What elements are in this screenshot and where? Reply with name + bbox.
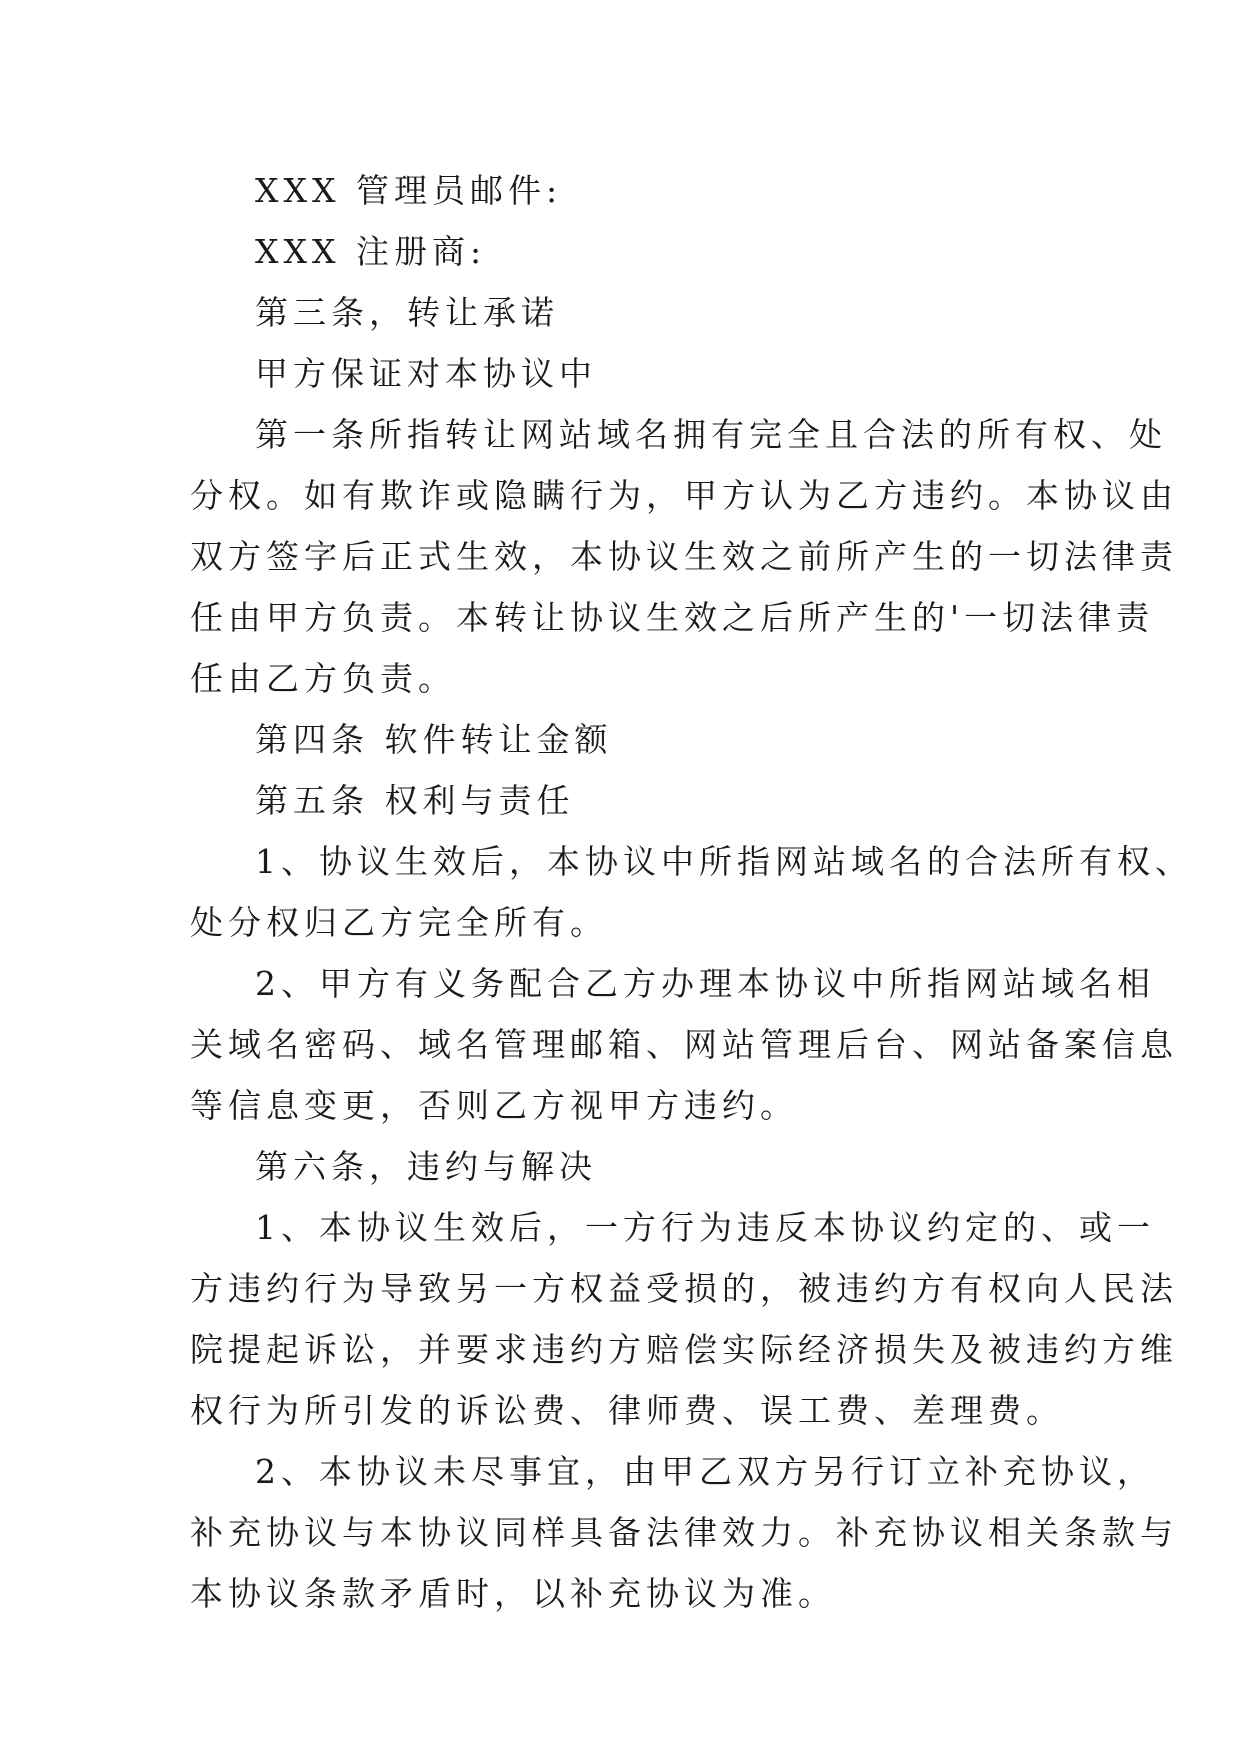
paragraph-line: 1、协议生效后，本协议中所指网站域名的合法所有权、 bbox=[255, 842, 1193, 881]
paragraph-line: 双方签字后正式生效，本协议生效之前所产生的一切法律责 bbox=[190, 537, 1178, 576]
paragraph-line: 1、本协议生效后，一方行为违反本协议约定的、或一 bbox=[255, 1208, 1155, 1247]
paragraph-line: 第一条所指转让网站域名拥有完全且合法的所有权、处 bbox=[255, 415, 1167, 454]
paragraph-line: 方违约行为导致另一方权益受损的，被违约方有权向人民法 bbox=[190, 1269, 1178, 1308]
registrar-line: XXX 注册商: bbox=[255, 232, 487, 271]
admin-email-line: XXX 管理员邮件: bbox=[255, 171, 563, 210]
article-4-heading: 第四条 软件转让金额 bbox=[255, 720, 613, 759]
paragraph-line: 关域名密码、域名管理邮箱、网站管理后台、网站备案信息 bbox=[190, 1025, 1178, 1064]
article-3-heading: 第三条，转让承诺 bbox=[255, 293, 559, 332]
paragraph-line: 任由甲方负责。本转让协议生效之后所产生的'一切法律责 bbox=[190, 598, 1155, 637]
paragraph-line: 权行为所引发的诉讼费、律师费、误工费、差理费。 bbox=[190, 1391, 1064, 1430]
paragraph-line: 甲方保证对本协议中 bbox=[255, 354, 597, 393]
paragraph-line: 任由乙方负责。 bbox=[190, 659, 456, 698]
article-5-heading: 第五条 权利与责任 bbox=[255, 781, 575, 820]
paragraph-line: 2、本协议未尽事宜，由甲乙双方另行订立补充协议， bbox=[255, 1452, 1155, 1491]
article-6-heading: 第六条，违约与解决 bbox=[255, 1147, 597, 1186]
paragraph-line: 本协议条款矛盾时，以补充协议为准。 bbox=[190, 1574, 836, 1613]
document-body bbox=[190, 160, 1193, 1624]
paragraph-line: 等信息变更，否则乙方视甲方违约。 bbox=[190, 1086, 798, 1125]
paragraph-line: 处分权归乙方完全所有。 bbox=[190, 903, 608, 942]
paragraph-line: 院提起诉讼，并要求违约方赔偿实际经济损失及被违约方维 bbox=[190, 1330, 1178, 1369]
paragraph-line: 分权。如有欺诈或隐瞒行为，甲方认为乙方违约。本协议由 bbox=[190, 476, 1178, 515]
paragraph-line: 补充协议与本协议同样具备法律效力。补充协议相关条款与 bbox=[190, 1513, 1178, 1552]
paragraph-line: 2、甲方有义务配合乙方办理本协议中所指网站域名相 bbox=[255, 964, 1155, 1003]
